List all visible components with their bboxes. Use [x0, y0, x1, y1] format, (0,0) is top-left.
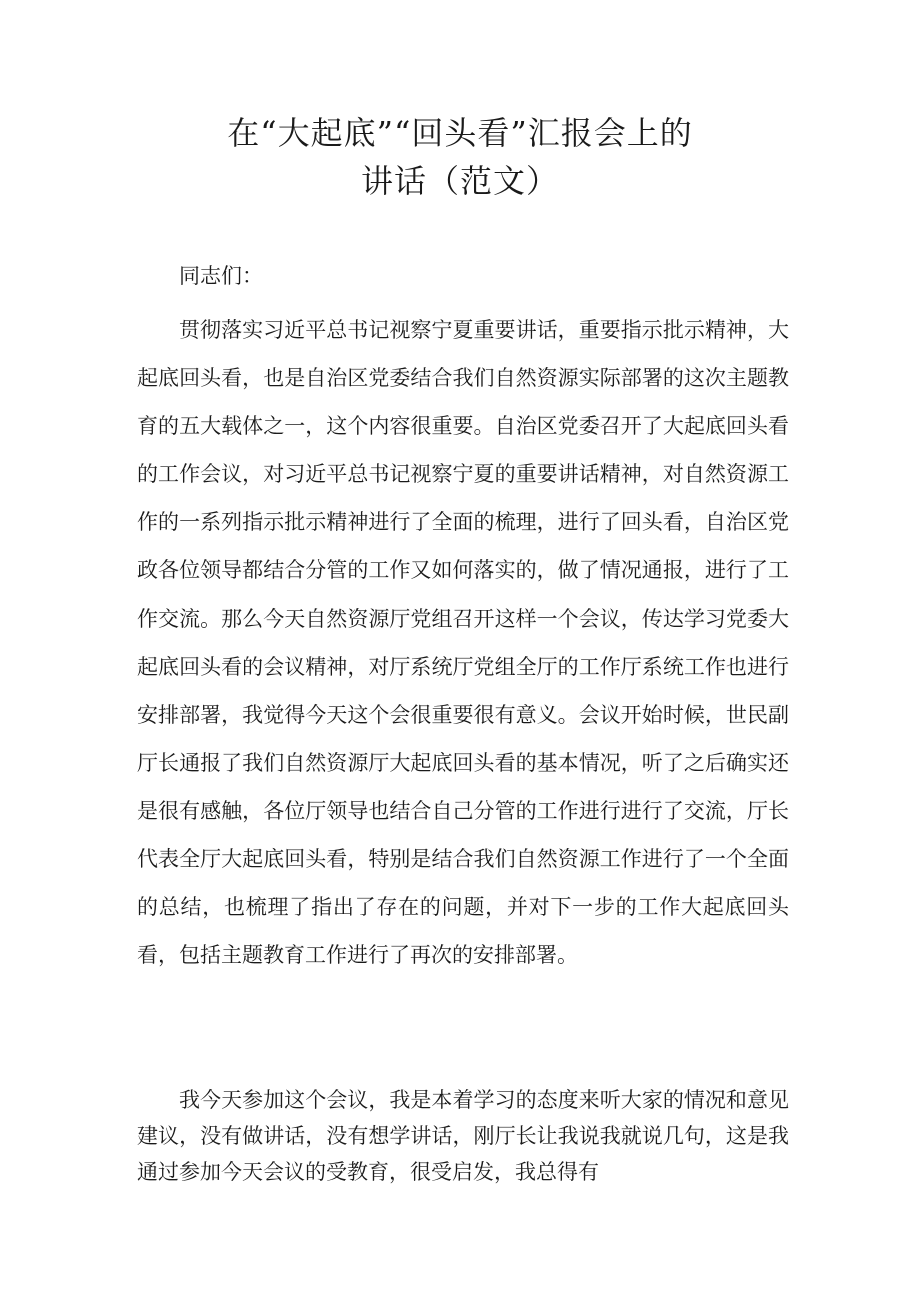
paragraph-1: 贯彻落实习近平总书记视察宁夏重要讲话，重要指示批示精神，大起底回头看，也是自治区党委结合我们自然资源实际部署的这次主题教育的五大载体之一，这个内容很重要。自治区党委召开了大起底回头看的工作会议，对习近平总书记视察宁夏的重要讲话精神，对自然资源工作的一系列指示批示精神进行了全面的梳理，进行了回头看，自治区党政各位领导都结合分管的工作又如何落实的，做了情况通报，进行了工作交流。那么今天自然资源厅党组召开这样一个会议，传达学习党委大起底回头看的会议精神，对厅系统厅党组全厅的工作厅系统工作也进行安排部署，我觉得今天这个会很重要很有意义。会议开始时候，世民副厅长通报了我们自然资源厅大起底回头看的基本情况，听了之后确实还是很有感触，各位厅领导也结合自己分管的工作进行进行了交流，厅长代表全厅大起底回头看，特别是结合我们自然资源工作进行了一个全面的总结，也梳理了指出了存在的问题，并对下一步的工作大起底回头看，包括主题教育工作进行了再次的安排部署。: [137, 318, 789, 968]
paragraph-2: 我今天参加这个会议，我是本着学习的态度来听大家的情况和意见建议，没有做讲话，没有想学讲话，刚厅长让我说我就说几句，这是我通过参加今天会议的受教育，很受启发，我总得有: [137, 1088, 789, 1184]
document-title-line1: 在“大起底”“回头看”汇报会上的: [227, 114, 693, 152]
salutation: 同志们：: [179, 264, 263, 288]
document-title-line2: 讲话（范文）: [360, 162, 559, 200]
